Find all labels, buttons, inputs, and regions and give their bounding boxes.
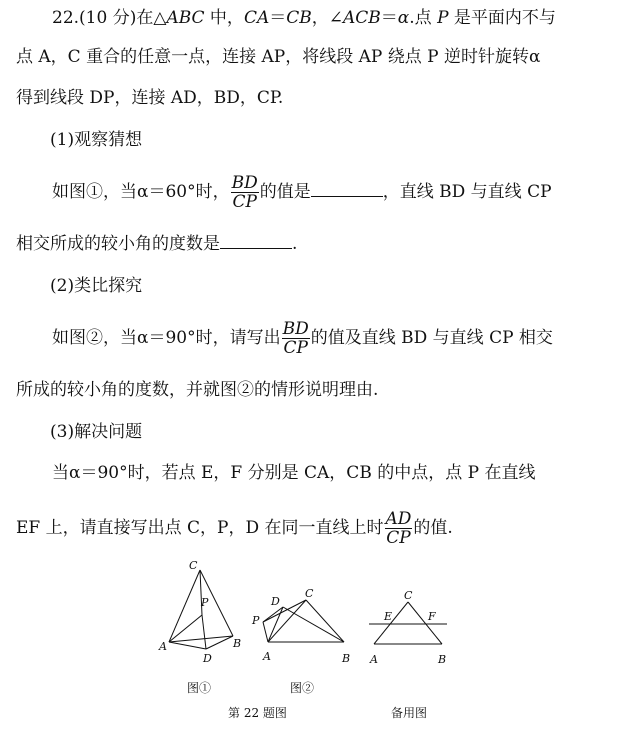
segment-pd: [202, 615, 206, 649]
segment-ap: [169, 615, 202, 642]
figure-group-caption: 第 22 题图: [228, 706, 287, 720]
label-f: F: [428, 610, 436, 623]
part3-line-1: 当α＝90°时，若点 E，F 分别是 CA，CB 的中点，点 P 在直线: [52, 463, 536, 483]
part1-line-1: 如图①，当α＝60°时， $\frac{BD}{CP}$ 的值是 ，直线 BD 与直线 CP: [52, 173, 552, 212]
intro-line-1: 22.(10 分)在△ABC 中，CA＝CB，∠ACB＝α.点 P 是平面内不与: [52, 8, 556, 28]
label-d: D: [271, 595, 280, 608]
segment-db: [283, 607, 344, 642]
figure-1-caption: 图①: [187, 681, 212, 695]
part2-title: (2)类比探究: [50, 276, 143, 296]
intro-line-3: 得到线段 DP，连接 AD，BD，CP.: [16, 88, 284, 108]
figure-2-diagram: [248, 580, 363, 670]
fraction-bd-cp: $\frac{BD}{CP}$: [282, 319, 309, 358]
segment-cb: [408, 602, 442, 644]
part2-line-1: 如图②，当α＝90°时，请写出 $\frac{BD}{CP}$ 的值及直线 BD 与直线 CP 相交: [52, 319, 553, 358]
label-b: B: [438, 653, 447, 666]
label-c: C: [305, 587, 314, 600]
segment-ad: [169, 642, 206, 649]
segment-cb: [306, 600, 344, 642]
label-e: E: [384, 610, 393, 623]
segment-ca: [169, 570, 200, 642]
figure-3-caption: 备用图: [391, 706, 428, 720]
label-a: A: [263, 650, 271, 663]
label-a: A: [370, 653, 378, 666]
label-a: A: [159, 640, 167, 653]
label-d: D: [203, 652, 212, 665]
fraction-bd-cp: $\frac{BD}{CP}$: [231, 173, 258, 212]
segment-pc: [263, 600, 306, 622]
label-c: C: [404, 589, 413, 602]
label-b: B: [342, 652, 351, 665]
part3-line-2: EF 上，请直接写出点 C，P，D 在同一直线上时 $\frac{AD}{CP}$ 的值.: [16, 509, 453, 548]
part2-line-2: 所成的较小角的度数，并就图②的情形说明理由.: [16, 380, 379, 400]
part1-line-2: 相交所成的较小角的度数是 .: [16, 234, 298, 254]
label-p: P: [252, 614, 260, 627]
part3-title: (3)解决问题: [50, 422, 143, 442]
answer-blank-1[interactable]: [311, 180, 383, 197]
intro-line-2: 点 A，C 重合的任意一点，连接 AP，将线段 AP 绕点 P 逆时针旋转α: [16, 47, 541, 67]
figure-1-diagram: [155, 558, 250, 668]
label-b: B: [233, 637, 242, 650]
label-c: C: [189, 559, 198, 572]
segment-ac: [374, 602, 408, 644]
segment-pa: [263, 622, 268, 642]
figure-2-caption: 图②: [290, 681, 315, 695]
part1-title: (1)观察猜想: [50, 130, 143, 150]
answer-blank-2[interactable]: [220, 232, 292, 249]
fraction-ad-cp: $\frac{AD}{CP}$: [385, 509, 412, 548]
figure-3-diagram: [362, 588, 457, 670]
label-p: P: [201, 596, 209, 609]
